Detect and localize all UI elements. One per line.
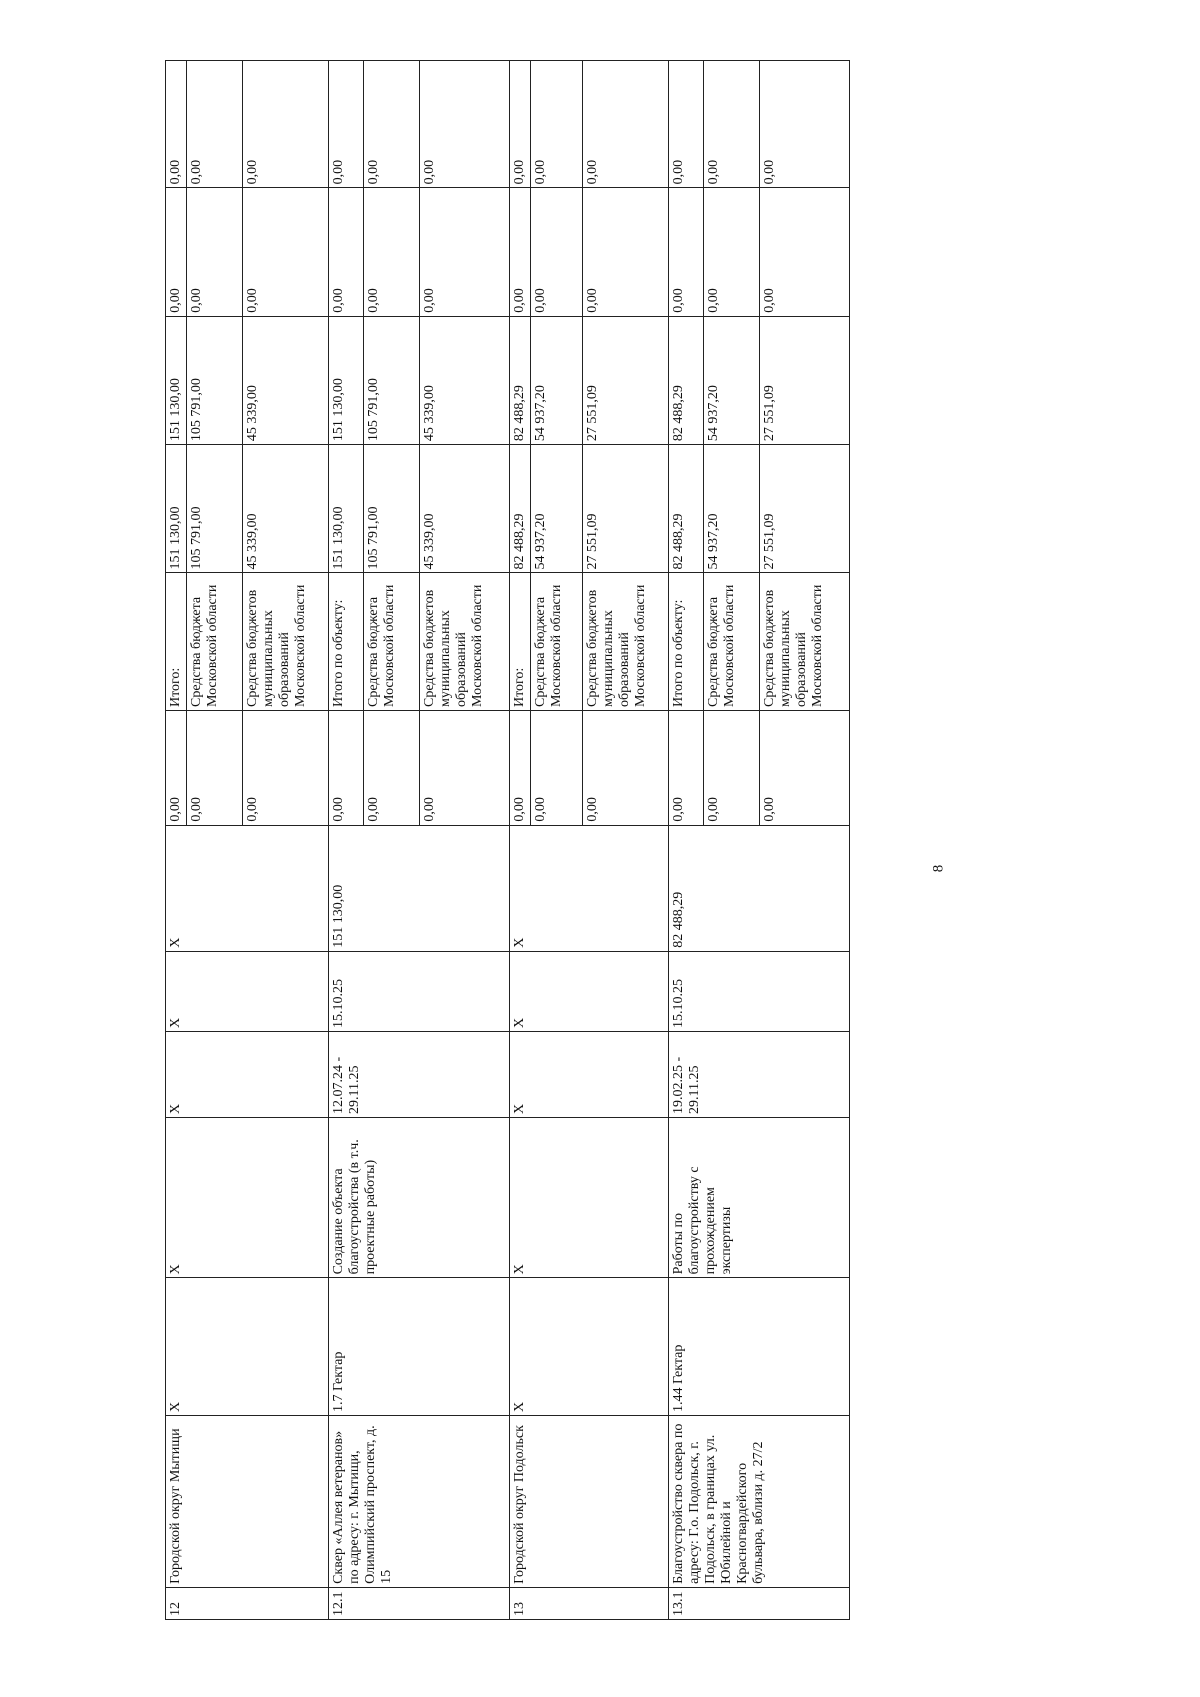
source-total: Итого: (166, 573, 187, 711)
source-regional: Средства бюджета Московской области (364, 573, 420, 711)
date2-cell: X (510, 951, 669, 1031)
measure-cell: 1.44 Гектар (669, 1278, 850, 1416)
value-cell: 82 488,29 (510, 316, 531, 444)
table-row (329, 61, 364, 1620)
work-type-cell: X (510, 1117, 669, 1277)
date2-cell: 15.10.25 (329, 951, 510, 1031)
value-cell: 54 937,20 (531, 445, 583, 573)
value-cell: 0,00 (669, 61, 704, 188)
value-cell: 0,00 (187, 188, 243, 316)
work-type-cell: X (166, 1117, 329, 1277)
value-cell: 0,00 (166, 188, 187, 316)
source-municipal: Средства бюджетов муниципальных образований Московской области (243, 573, 329, 711)
measure-cell: X (166, 1278, 329, 1416)
value-cell: 105 791,00 (187, 316, 243, 444)
measure-cell: X (510, 1278, 669, 1416)
source-total: Итого по объекту: (669, 573, 704, 711)
source-regional: Средства бюджета Московской области (704, 573, 760, 711)
value-cell: 0,00 (420, 61, 510, 188)
value-cell: 151 130,00 (329, 445, 364, 573)
source-regional: Средства бюджета Московской области (187, 573, 243, 711)
value-cell: 82 488,29 (669, 445, 704, 573)
value-cell: 0,00 (420, 711, 510, 826)
value-cell: 45 339,00 (243, 445, 329, 573)
value-cell: 0,00 (364, 188, 420, 316)
rotated-page-content (165, 60, 865, 1620)
value-cell: 105 791,00 (364, 316, 420, 444)
object-name: Городской округ Мытищи (166, 1415, 329, 1587)
value-cell: 0,00 (510, 188, 531, 316)
row-number: 12.1 (329, 1587, 510, 1619)
amount-cell: 82 488,29 (669, 825, 850, 951)
row-number: 12 (166, 1587, 329, 1619)
value-cell: 0,00 (187, 711, 243, 826)
budget-table (165, 60, 850, 1620)
value-cell: 27 551,09 (760, 445, 850, 573)
date2-cell: X (166, 951, 329, 1031)
value-cell: 0,00 (166, 711, 187, 826)
value-cell: 0,00 (669, 711, 704, 826)
source-municipal: Средства бюджетов муниципальных образований Московской области (420, 573, 510, 711)
amount-cell: 151 130,00 (329, 825, 510, 951)
value-cell: 0,00 (531, 188, 583, 316)
work-type-cell: Создание объекта благоустройства (в т.ч. проектные работы) (329, 1117, 510, 1277)
object-name: Сквер «Аллея ветеранов» по адресу: г. Мытищи, Олимпийский проспект, д. 15 (329, 1415, 510, 1587)
value-cell: 27 551,09 (760, 316, 850, 444)
source-municipal: Средства бюджетов муниципальных образований Московской области (760, 573, 850, 711)
value-cell: 0,00 (364, 711, 420, 826)
value-cell: 151 130,00 (329, 316, 364, 444)
value-cell: 0,00 (669, 188, 704, 316)
object-name: Городской округ Подольск (510, 1415, 669, 1587)
source-total: Итого по объекту: (329, 573, 364, 711)
row-number: 13 (510, 1587, 669, 1619)
value-cell: 0,00 (704, 711, 760, 826)
value-cell: 0,00 (510, 711, 531, 826)
value-cell: 0,00 (364, 61, 420, 188)
value-cell: 0,00 (329, 61, 364, 188)
value-cell: 45 339,00 (420, 445, 510, 573)
table-row (510, 61, 531, 1620)
value-cell: 82 488,29 (669, 316, 704, 444)
row-number: 13.1 (669, 1587, 850, 1619)
amount-cell: X (510, 825, 669, 951)
source-total: Итого: (510, 573, 531, 711)
value-cell: 0,00 (420, 188, 510, 316)
value-cell: 45 339,00 (420, 316, 510, 444)
value-cell: 0,00 (704, 61, 760, 188)
dates-cell: X (510, 1031, 669, 1117)
value-cell: 45 339,00 (243, 316, 329, 444)
measure-cell: 1.7 Гектар (329, 1278, 510, 1416)
value-cell: 0,00 (329, 188, 364, 316)
work-type-cell: Работы по благоустройству с прохождением экспертизы (669, 1117, 850, 1277)
table-row (669, 61, 704, 1620)
rows-body (166, 61, 850, 1620)
value-cell: 105 791,00 (364, 445, 420, 573)
value-cell: 0,00 (166, 61, 187, 188)
value-cell: 0,00 (760, 188, 850, 316)
value-cell: 0,00 (531, 711, 583, 826)
value-cell: 27 551,09 (583, 445, 669, 573)
value-cell: 0,00 (187, 61, 243, 188)
dates-cell: 19.02.25 - 29.11.25 (669, 1031, 850, 1117)
value-cell: 105 791,00 (187, 445, 243, 573)
value-cell: 0,00 (704, 188, 760, 316)
value-cell: 0,00 (760, 711, 850, 826)
value-cell: 0,00 (531, 61, 583, 188)
value-cell: 0,00 (243, 188, 329, 316)
dates-cell: 12.07.24 - 29.11.25 (329, 1031, 510, 1117)
value-cell: 0,00 (243, 61, 329, 188)
value-cell: 151 130,00 (166, 316, 187, 444)
value-cell: 0,00 (510, 61, 531, 188)
page-number: 8 (930, 864, 947, 873)
table-row (166, 61, 187, 1620)
date2-cell: 15.10.25 (669, 951, 850, 1031)
dates-cell: X (166, 1031, 329, 1117)
value-cell: 27 551,09 (583, 316, 669, 444)
value-cell: 54 937,20 (704, 445, 760, 573)
value-cell: 54 937,20 (704, 316, 760, 444)
value-cell: 54 937,20 (531, 316, 583, 444)
source-municipal: Средства бюджетов муниципальных образований Московской области (583, 573, 669, 711)
value-cell: 0,00 (583, 61, 669, 188)
source-regional: Средства бюджета Московской области (531, 573, 583, 711)
value-cell: 0,00 (243, 711, 329, 826)
value-cell: 0,00 (583, 188, 669, 316)
value-cell: 151 130,00 (166, 445, 187, 573)
amount-cell: X (166, 825, 329, 951)
object-name: Благоустройство сквера по адресу: Г.о. Подольск, г. Подольск, в границах ул. Юбилейной и Красногвардейского бульвара, вблизи д. 27/2 (669, 1415, 850, 1587)
value-cell: 82 488,29 (510, 445, 531, 573)
value-cell: 0,00 (583, 711, 669, 826)
value-cell: 0,00 (760, 61, 850, 188)
value-cell: 0,00 (329, 711, 364, 826)
